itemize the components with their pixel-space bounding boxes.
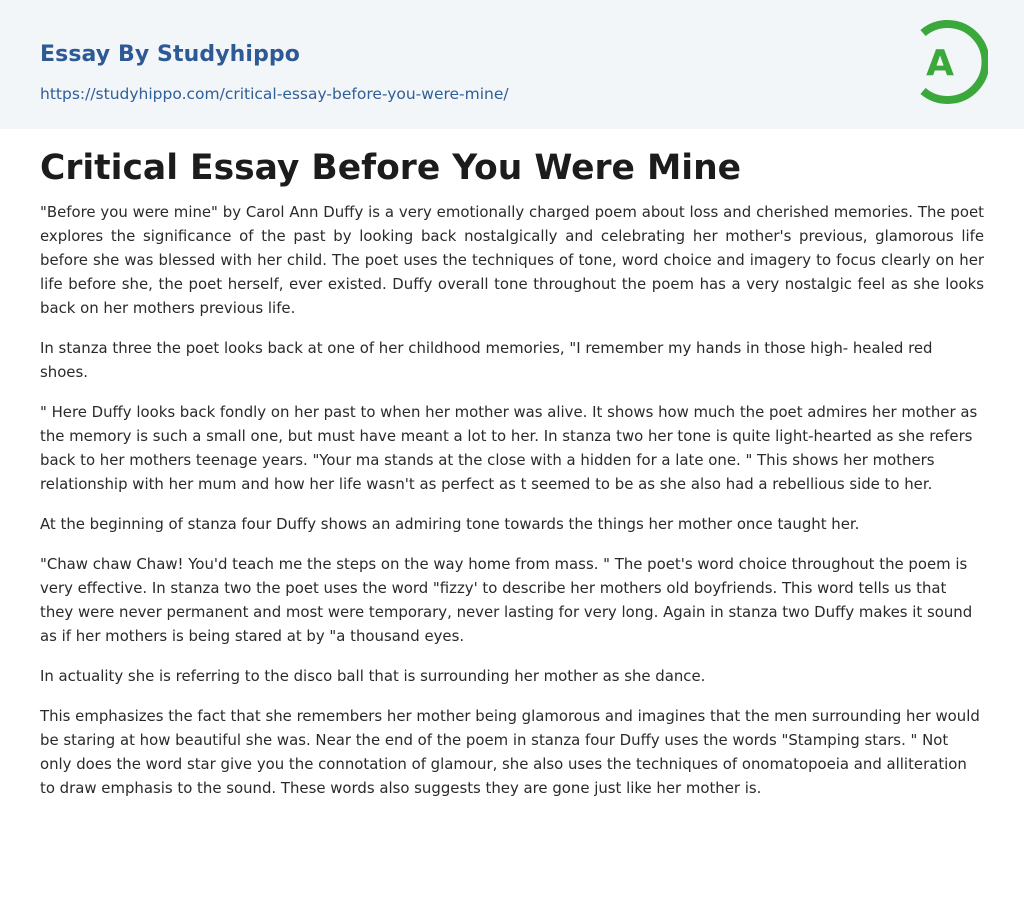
essay-body bbox=[40, 200, 984, 816]
site-header bbox=[0, 0, 1024, 129]
essay-paragraph-3: " Here Duffy looks back fondly on her past to when her mother was alive. It shows how much the poet admires her mother as the memory is such a small one, but must have meant a lot to her. In stanza two her tone is quite light-hearted as she refers back to her mothers teenage years. "Your ma stands at the close with a hidden for a late one. " This shows her mothers relationship with her mum and how her life wasn't as perfect as t seemed to be as she also had a rebellious side to her. bbox=[40, 403, 978, 493]
logo-letter: A bbox=[926, 43, 954, 84]
essay-paragraph-2: In stanza three the poet looks back at one of her childhood memories, "I remember my hands in those high- healed red shoes. bbox=[40, 339, 933, 381]
page-url-link[interactable]: https://studyhippo.com/critical-essay-before-you-were-mine/ bbox=[40, 85, 509, 103]
studyhippo-logo-icon[interactable] bbox=[910, 17, 988, 107]
essay-paragraph-5: "Chaw chaw Chaw! You'd teach me the steps on the way home from mass. " The poet's word choice throughout the poem is very effective. In stanza two the poet uses the word "fizzy' to describe her mothers old boyfriends. This word tells us that they were never permanent and most were temporary, never lasting for very long. Again in stanza two Duffy makes it sound as if her mothers is being stared at by "a thousand eyes. bbox=[40, 555, 973, 645]
site-brand[interactable]: Essay By Studyhippo bbox=[40, 42, 300, 67]
essay-paragraph-1: "Before you were mine" by Carol Ann Duffy is a very emotionally charged poem about loss and cherished memories. The poet explores the significance of the past by looking back nostalgically and celebrating her mother's previous, glamorous life before she was blessed with her child. The poet uses the techniques of tone, word choice and imagery to focus clearly on her life before she, the poet herself, ever existed. Duffy overall tone throughout the poem has a very nostalgic feel as she looks back on her mothers previous life. bbox=[40, 203, 984, 317]
essay-paragraph-7: This emphasizes the fact that she remembers her mother being glamorous and imagines that the men surrounding her would be staring at how beautiful she was. Near the end of the poem in stanza four Duffy uses the words "Stamping stars. " Not only does the word star give you the connotation of glamour, she also uses the techniques of onomatopoeia and alliteration to draw emphasis to the sound. These words also suggests they are gone just like her mother is. bbox=[40, 707, 980, 797]
page-title: Critical Essay Before You Were Mine bbox=[40, 148, 742, 188]
essay-paragraph-6: In actuality she is referring to the disco ball that is surrounding her mother as she dance. bbox=[40, 667, 706, 685]
essay-paragraph-4: At the beginning of stanza four Duffy shows an admiring tone towards the things her mother once taught her. bbox=[40, 515, 860, 533]
